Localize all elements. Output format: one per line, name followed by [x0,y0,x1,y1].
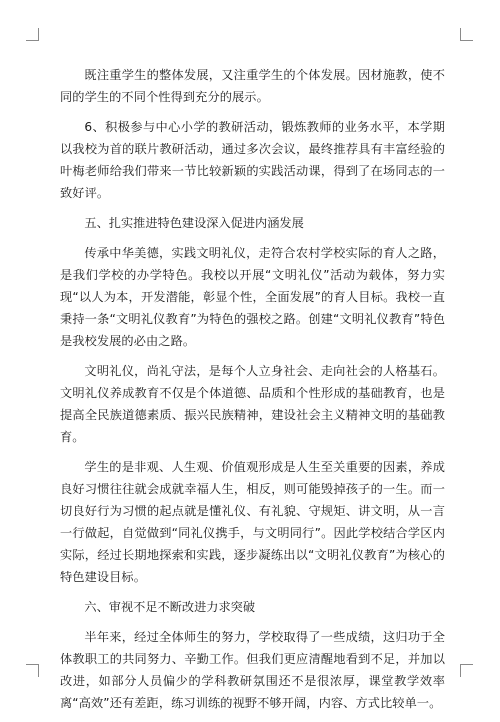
section-heading: 五、扎实推进特色建设深入促进内涵发展 [84,216,304,230]
crop-mark-top-right [460,28,473,41]
section-heading: 六、审视不足不断改进力求突破 [84,600,256,614]
crop-mark-bottom-left [26,664,39,677]
paragraph: 学生的是非观、人生观、价值观形成是人生至关重要的因素，养成良好习惯往往就会成就幸福人生，相反，则可能毁掉孩子的一生。而一切良好行为习惯的起点就是懂礼仪、有礼貌、守规矩、讲文明，从一言一行做起，自觉做到“同礼仪携手，与文明同行”。因此学校结合学区内实际，经过长期地探索和实践，逐步凝练出以“文明礼仪教育”为核心的特色建设目标。 [60,460,445,584]
paragraph: 6、积极参与中心小学的教研活动，锻炼教师的业务水平，本学期以我校为首的联片教研活动，通过多次会议，最终推荐具有丰富经验的叶梅老师给我们带来一节比较新颖的实践活动课，得到了在场同志的一致好评。 [60,120,445,200]
crop-mark-top-left [26,28,39,41]
paragraph: 传承中华美德，实践文明礼仪，走符合农村学校实际的育人之路，是我们学校的办学特色。我校以开展“文明礼仪”活动为载体，努力实现“以人为本，开发潜能，彰显个性，全面发展”的育人目标。我校一直秉持一条“文明礼仪教育”为特色的强校之路。创建“文明礼仪教育”特色是我校发展的必由之路。 [60,246,445,348]
crop-mark-bottom-right [460,664,473,677]
paragraph: 文明礼仪，尚礼守法，是每个人立身社会、走向社会的人格基石。文明礼仪养成教育不仅是个体道德、品质和个性形成的基础教育，也是提高全民族道德素质、振兴民族精神，建设社会主义精神文明的基础教育。 [60,364,445,444]
document-body [60,64,445,722]
paragraph: 半年来，经过全体师生的努力，学校取得了一些成绩，这归功于全体教职工的共同努力、辛勤工作。但我们更应清醒地看到不足，并加以改进，如部分人员偏少的学科教研氛围还不是很浓厚，课堂教学效率离“高效”还有差距，练习训练的视野不够开阔，内容、方式比较单一。 [60,630,445,710]
paragraph: 既注重学生的整体发展，又注重学生的个体发展。因材施教，使不同的学生的不同个性得到充分的展示。 [60,68,445,104]
